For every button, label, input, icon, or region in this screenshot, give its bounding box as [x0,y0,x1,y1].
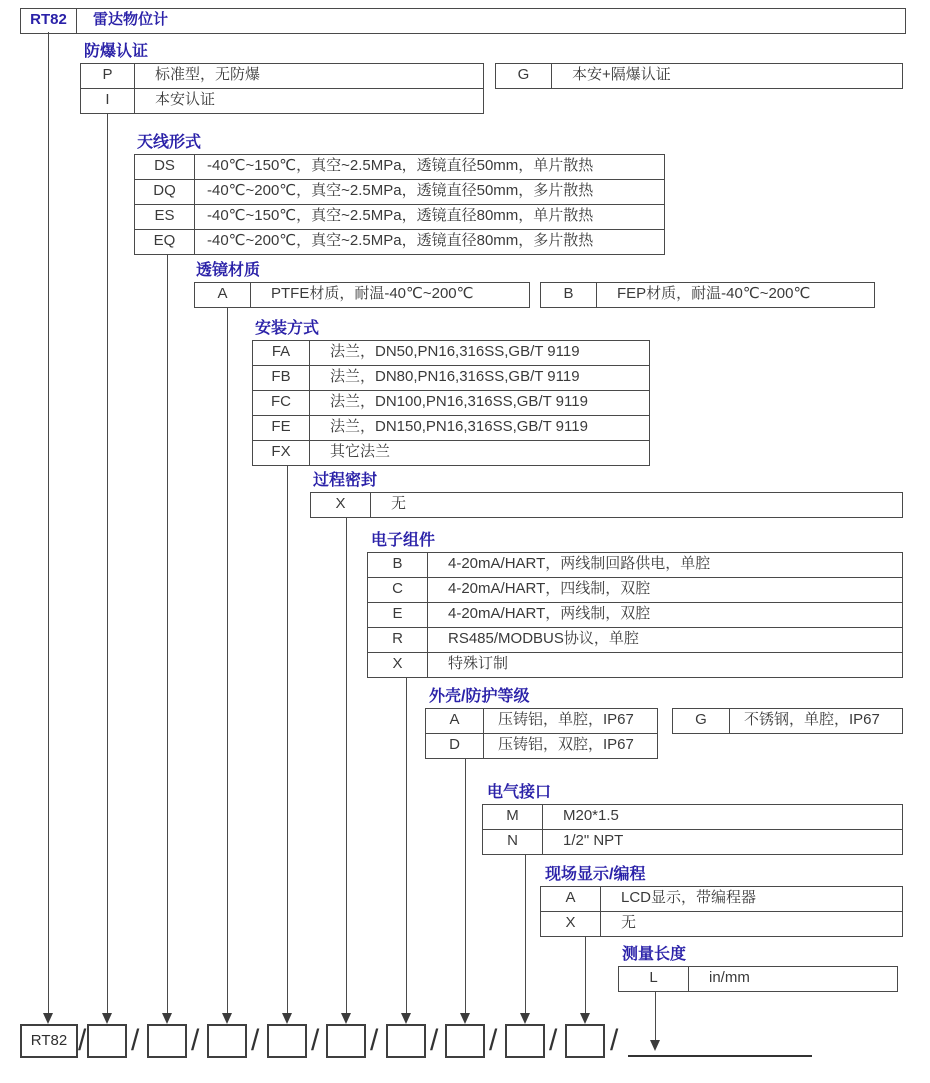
connector-line [465,756,466,1013]
option-desc: 其它法兰 [330,443,391,460]
option-code: G [496,64,552,88]
option-code: G [673,709,730,733]
option-row [253,441,649,465]
option-desc: 4-20mA/HART，两线制，双腔 [448,605,651,622]
option-code: A [426,709,484,733]
model-code-separator: / [430,1024,439,1057]
option-desc: FEP材质，耐温-40℃~200℃ [617,285,811,302]
model-code-separator: / [311,1024,320,1057]
model-code-separator: / [191,1024,200,1057]
option-row [541,283,874,307]
option-row [496,64,902,88]
option-code: FA [253,341,310,365]
option-row [81,89,483,113]
option-code: FC [253,391,310,415]
antenna-table [134,154,665,255]
option-row [368,603,902,628]
option-desc: 法兰，DN50,PN16,316SS,GB/T 9119 [330,343,580,360]
section-label-seal: 过程密封 [313,472,378,489]
arrow-down-icon [43,1013,53,1024]
connector-line [107,111,108,1013]
option-desc: 无 [621,914,637,931]
option-code: X [541,912,601,936]
section-label-antenna: 天线形式 [137,134,202,151]
option-row [135,230,664,254]
option-row [135,155,664,180]
model-code-blank-box [147,1024,187,1058]
arrow-down-icon [650,1040,660,1051]
option-row [195,283,529,307]
model-code-separator: / [131,1024,140,1057]
option-desc: 压铸铝，单腔，IP67 [498,711,634,728]
option-code: X [311,493,371,517]
option-row [368,578,902,603]
lens-side-table [540,282,875,308]
option-desc: LCD显示，带编程器 [621,889,757,906]
arrow-down-icon [401,1013,411,1024]
model-code-separator: / [610,1024,619,1057]
section-label-conduit: 电气接口 [487,784,552,801]
option-desc: 法兰，DN150,PN16,316SS,GB/T 9119 [330,418,588,435]
option-row [541,887,902,912]
model-code-separator: / [251,1024,260,1057]
option-row [253,391,649,416]
model-code-blank-box [207,1024,247,1058]
option-row [673,709,902,733]
option-code: I [81,89,135,113]
option-desc: 本安认证 [155,91,216,108]
option-desc: 4-20mA/HART，两线制回路供电，单腔 [448,555,711,572]
option-code: X [368,653,428,677]
option-row [311,493,902,517]
option-row [81,64,483,89]
option-desc: 标准型，无防爆 [155,66,261,83]
lens-table [194,282,530,308]
option-desc: M20*1.5 [563,807,619,824]
option-desc: 不锈钢，单腔，IP67 [744,711,880,728]
length-blank-line [628,1055,812,1057]
section-label-mounting: 安装方式 [255,320,320,337]
model-code-blank-box [326,1024,366,1058]
option-code: E [368,603,428,627]
housing-table [425,708,658,759]
option-code: EQ [135,230,195,254]
option-code: FB [253,366,310,390]
mounting-table [252,340,650,466]
arrow-down-icon [520,1013,530,1024]
option-code: R [368,628,428,652]
product-name: 雷达物位计 [93,11,169,28]
option-desc: 特殊订制 [448,655,509,672]
option-row [426,734,657,758]
model-code-blank-box [505,1024,545,1058]
option-code: B [368,553,428,577]
section-label-housing: 外壳/防护等级 [429,688,530,705]
option-desc: 无 [391,495,407,512]
option-code: D [426,734,484,758]
option-row [253,416,649,441]
seal-table [310,492,903,518]
option-row [426,709,657,734]
explosion-proof-side-table [495,63,903,89]
option-code: A [541,887,601,911]
option-desc: -40℃~150℃，真空~2.5MPa，透镜直径50mm，单片散热 [207,157,594,174]
option-desc: 法兰，DN80,PN16,316SS,GB/T 9119 [330,368,580,385]
connector-line [346,516,347,1013]
option-row [619,967,897,991]
explosion-proof-table [80,63,484,114]
option-row [253,341,649,366]
option-code: DS [135,155,195,179]
option-row [483,830,902,854]
option-desc: in/mm [709,969,750,986]
model-code-separator: / [489,1024,498,1057]
option-code: C [368,578,428,602]
connector-line [287,460,288,1013]
option-code: L [619,967,689,991]
connector-line [48,32,49,1013]
product-title-row [21,9,905,33]
connector-line [525,852,526,1013]
option-row [135,205,664,230]
option-desc: 压铸铝，双腔，IP67 [498,736,634,753]
arrow-down-icon [460,1013,470,1024]
option-desc: PTFE材质，耐温-40℃~200℃ [271,285,474,302]
option-code: ES [135,205,195,229]
connector-line [406,672,407,1013]
arrow-down-icon [341,1013,351,1024]
option-row [368,628,902,653]
option-desc: 1/2" NPT [563,832,624,849]
section-label-display: 现场显示/编程 [545,866,646,883]
option-desc: 法兰，DN100,PN16,316SS,GB/T 9119 [330,393,588,410]
length-table [618,966,898,992]
section-label-length: 测量长度 [622,946,687,963]
model-code-separator: / [370,1024,379,1057]
model-code-prefix-box: RT82 [20,1024,78,1058]
model-code-blank-box [445,1024,485,1058]
option-code: DQ [135,180,195,204]
product-code: RT82 [21,9,77,33]
model-code-separator: / [78,1024,87,1057]
option-desc: 4-20mA/HART，四线制，双腔 [448,580,651,597]
option-desc: -40℃~200℃，真空~2.5MPa，透镜直径80mm，多片散热 [207,232,594,249]
option-desc: -40℃~150℃，真空~2.5MPa，透镜直径80mm，单片散热 [207,207,594,224]
option-row [541,912,902,936]
conduit-table [482,804,903,855]
arrow-down-icon [222,1013,232,1024]
section-label-lens: 透镜材质 [196,262,261,279]
option-row [483,805,902,830]
option-row [368,553,902,578]
option-desc: -40℃~200℃，真空~2.5MPa，透镜直径50mm，多片散热 [207,182,594,199]
option-row [368,653,902,677]
option-desc: 本安+隔爆认证 [572,66,671,83]
option-row [135,180,664,205]
display-table [540,886,903,937]
connector-line [655,990,656,1040]
option-row [253,366,649,391]
arrow-down-icon [282,1013,292,1024]
connector-line [227,306,228,1013]
connector-line [167,250,168,1013]
connector-line [585,934,586,1013]
model-code-blank-box [386,1024,426,1058]
option-code: N [483,830,543,854]
model-code-blank-box [267,1024,307,1058]
arrow-down-icon [580,1013,590,1024]
option-desc: RS485/MODBUS协议，单腔 [448,630,639,647]
arrow-down-icon [162,1013,172,1024]
option-code: FX [253,441,310,465]
option-code: FE [253,416,310,440]
option-code: B [541,283,597,307]
model-code-separator: / [549,1024,558,1057]
model-code-blank-box [565,1024,605,1058]
housing-side-table [672,708,903,734]
model-code-blank-box [87,1024,127,1058]
section-label-explosion-proof: 防爆认证 [84,43,149,60]
product-title-table [20,8,906,34]
option-code: M [483,805,543,829]
option-code: A [195,283,251,307]
arrow-down-icon [102,1013,112,1024]
option-code: P [81,64,135,88]
electronics-table [367,552,903,678]
section-label-electronics: 电子组件 [371,532,436,549]
